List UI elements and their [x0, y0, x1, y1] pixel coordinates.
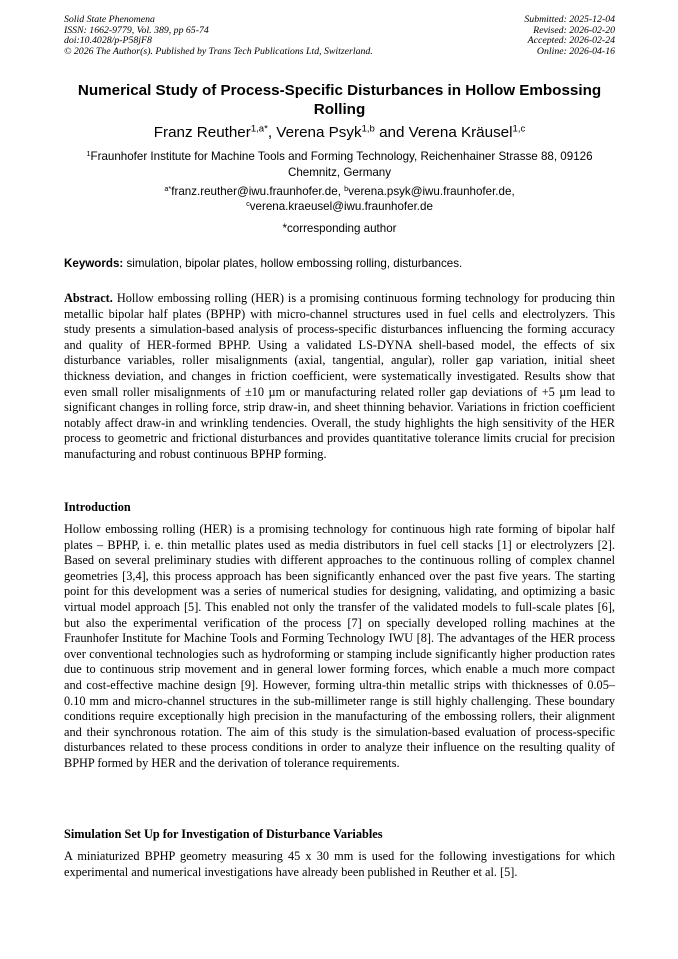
author-superscript: 1,c: [512, 123, 526, 135]
affiliation-superscript: 1: [86, 148, 91, 158]
author-separator: ,: [267, 124, 277, 141]
corresponding-author-note: *corresponding author: [282, 222, 397, 235]
journal-name: Solid State Phenomena: [64, 14, 155, 25]
email-superscript: c: [246, 198, 250, 208]
affiliation-text: Fraunhofer Institute for Machine Tools and Forming Technology, Reichenhainer Strasse 88, 09126 Chemnitz, Germany: [90, 150, 593, 179]
abstract-text: Hollow embossing rolling (HER) is a promising continuous forming technology for producing thin metallic bipolar half plates (BPHP) with micro-channel structures used in fuel cells and electrolyzers. This study presents a simulation-based analysis of process-specific disturbances influencing the forming accuracy and quality of HER-formed BPHP. Using a validated LS-DYNA shell-based model, the effects of six disturbance variables, roller misalignments (axial, tangential, angular), roller gap variation, initial sheet thickness deviation, and changes in friction coefficient, were systematically investigated. Results show that even small roller misalignments of ±10 µm or manufacturing related roller gap deviations of +5 µm lead to significant changes in rolling force, strip draw-in, and sheet thinning behavior. Variations in friction coefficient notably affect draw-in and wrinkling tendencies. Overall, the study highlights the high sensitivity of the HER process to geometric and frictional disturbances and provides quantitative tolerance limits crucial for precision manufacturing and robust continuous BPHP forming.: [64, 291, 615, 461]
author-superscript: 1,b: [361, 123, 375, 135]
revised-date: Revised: 2026-02-20: [533, 24, 615, 36]
online-date: Online: 2026-04-16: [536, 45, 615, 57]
journal-issn: ISSN: 1662-9779, Vol. 389, pp 65-74: [64, 24, 209, 36]
abstract-label: Abstract.: [64, 291, 113, 305]
author-superscript: 1,a*: [250, 123, 268, 135]
email-address[interactable]: franz.reuther@iwu.fraunhofer.de: [171, 185, 338, 198]
keywords-text: simulation, bipolar plates, hollow embossing rolling, disturbances.: [123, 257, 463, 270]
abstract: [64, 291, 615, 463]
section-heading-introduction: Introduction: [64, 500, 131, 514]
simulation-paragraph: A miniaturized BPHP geometry measuring 45 x 30 mm is used for the following investigations for which experimental and numerical investigations have already been published in Reuther et al. [5].: [64, 849, 615, 879]
section-heading-simulation: Simulation Set Up for Investigation of Disturbance Variables: [64, 827, 383, 841]
email-line: [64, 200, 615, 215]
author-name: Verena Psyk: [276, 124, 362, 141]
author-separator: and: [374, 124, 409, 141]
email-superscript: a*: [164, 183, 172, 193]
keywords: [64, 257, 615, 271]
email-address[interactable]: verena.psyk@iwu.fraunhofer.de: [348, 185, 512, 198]
submitted-date: Submitted: 2025-12-04: [524, 14, 615, 25]
email-list: [64, 185, 615, 215]
author-name: Verena Kräusel: [408, 124, 513, 141]
doi[interactable]: doi:10.4028/p-P58jF8: [64, 35, 152, 47]
author-list: [64, 123, 615, 142]
journal-meta: [64, 15, 373, 57]
accepted-date: Accepted: 2026-02-24: [527, 35, 615, 47]
paper-title: Numerical Study of Process-Specific Disturbances in Hollow Embossing Rolling: [77, 82, 602, 118]
affiliation: [64, 149, 615, 180]
email-separator: ,: [337, 185, 345, 198]
email-line: [64, 185, 615, 200]
copyright-notice: © 2026 The Author(s). Published by Trans Tech Publications Ltd, Switzerland.: [64, 45, 373, 57]
email-superscript: b: [344, 183, 349, 193]
keywords-label: Keywords:: [64, 257, 124, 270]
email-separator: ,: [511, 185, 515, 198]
author-name: Franz Reuther: [153, 124, 251, 141]
email-address[interactable]: verena.kraeusel@iwu.fraunhofer.de: [249, 199, 433, 213]
introduction-paragraph: Hollow embossing rolling (HER) is a promising technology for continuous high rate forming of bipolar half plates – BPHP, i. e. thin metallic plates used as media distributors in fuel cell stacks [1] or electrolyzers [2]. Based on several preliminary studies with different approaches to the continuous rolling of complex channel geometries [3,4], this process approach has been significantly enhanced over the past five years. The starting point for this development was a series of numerical studies for designing, validating, and optimizing a basic virtual model approach [5]. This enabled not only the transfer of the validated models to full-scale plates [6], but also the experimental verification of the process [7] on specially developed rolling machines at the Fraunhofer Institute for Machine Tools and Forming Technology IWU [8]. The advantages of the HER process over conventional technologies such as hydroforming or stamping include significantly higher production rates due to continuous strip movement and in general lower forming forces, which enable a much more compact and cost-effective machine design [9]. However, forming ultra-thin metallic strips with thicknesses of 0.05–0.10 mm and micro-channel structures in the sub-millimeter range is still highly challenging. These boundary conditions require exceptionally high precision in the manufacturing of the embossing rollers, their alignment and their synchronous rotation. The aim of this study is the simulation-based evaluation of process-specific disturbances related to these process conditions in order to analyze their influence on the resulting quality of BPHP formed by HER and the derivation of tolerance requirements.: [64, 522, 615, 770]
publication-dates: [524, 15, 615, 57]
